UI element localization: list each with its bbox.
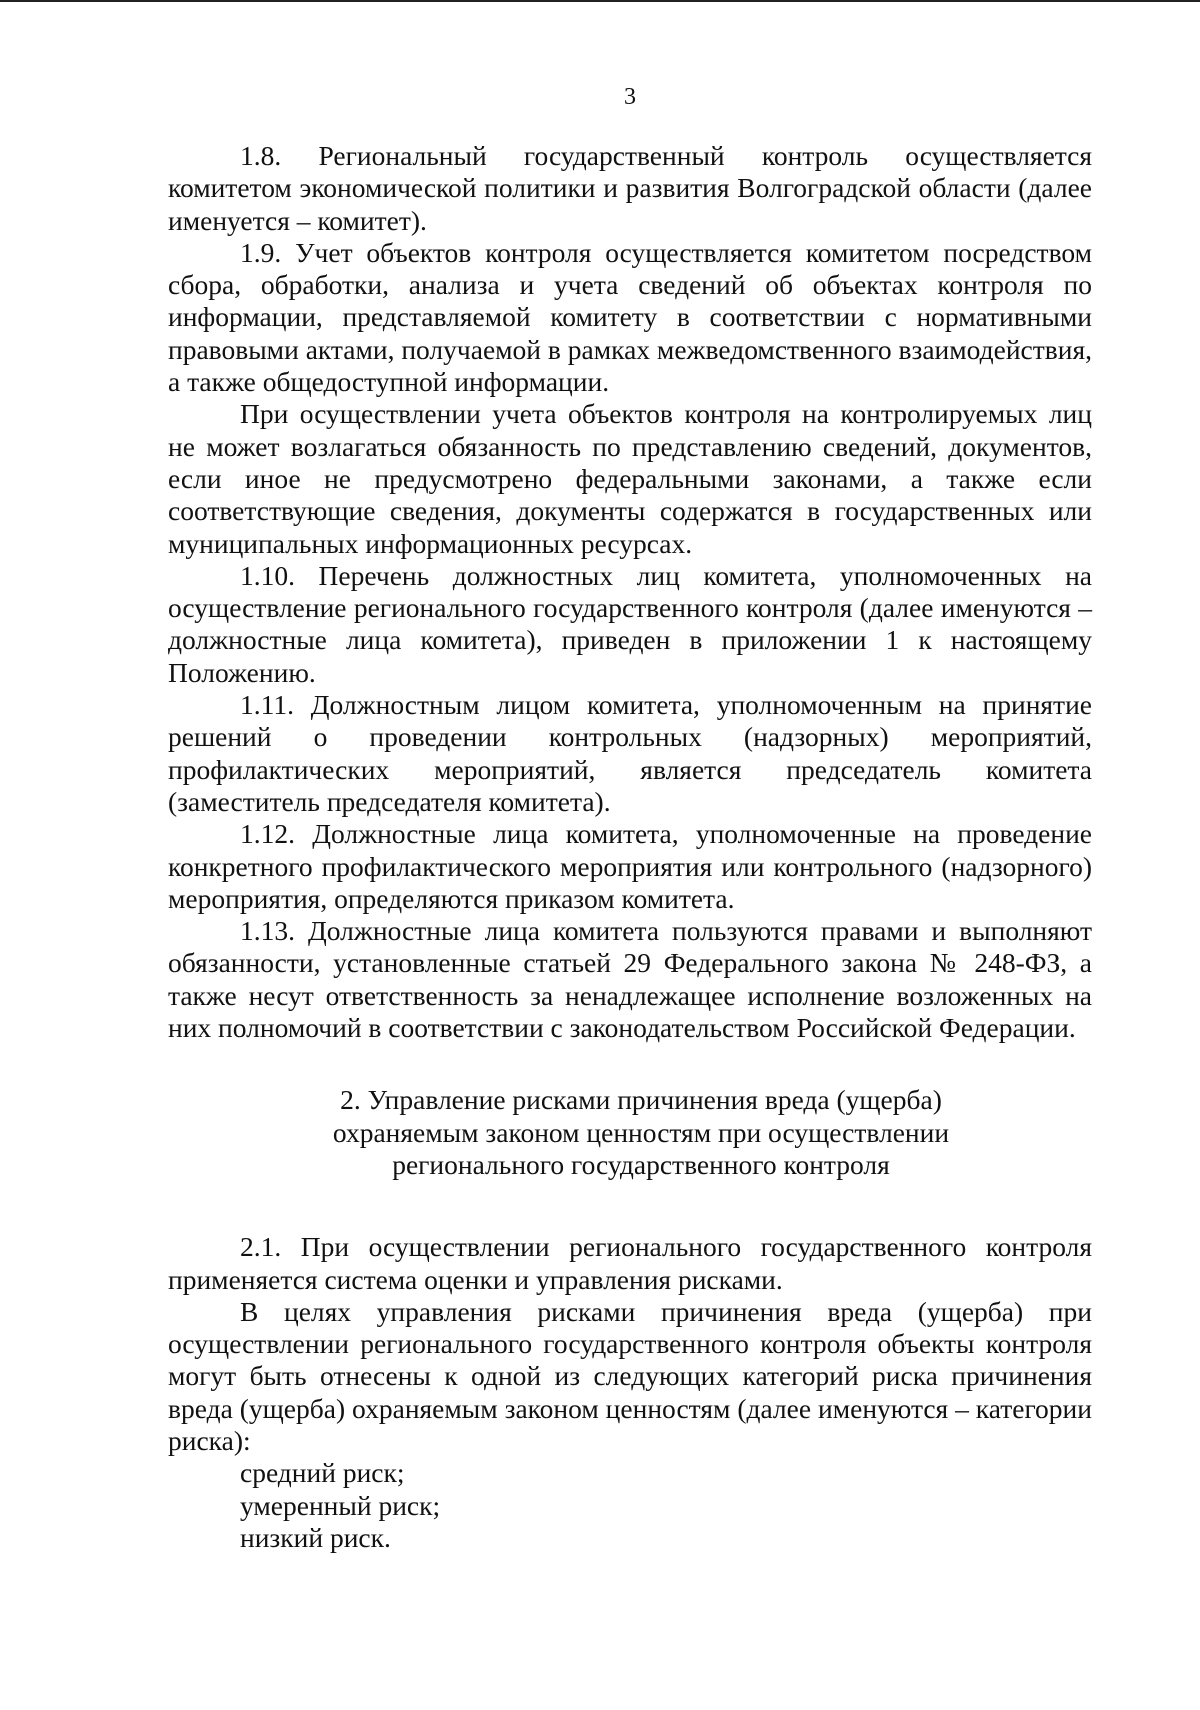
list-item: умеренный риск; [240,1489,441,1521]
scan-edge-line [0,0,1200,2]
risk-category-list [168,1457,1092,1554]
paragraph-1-8: 1.8. Региональный государственный контроль осуществляется комитетом экономической политики и развития Волгоградской области (далее именуется – комитет). [168,140,1092,236]
paragraph-1-9: 1.9. Учет объектов контроля осуществляется комитетом посредством сбора, обработки, анализа и учета сведений об объектах контроля по информации, представляемой комитету в соответствии с нормативными правовыми актами, получаемой в рамках межведомственного взаимодействия, а также общедоступной информации. [168,236,1092,398]
list-item: низкий риск. [240,1521,391,1553]
paragraph-1-12: 1.12. Должностные лица комитета, уполномоченные на проведение конкретного профилактического мероприятия или контрольного (надзорного) мероприятия, определяются приказом комитета. [168,818,1092,914]
section-heading-line: охраняемым законом ценностям при осуществлении [332,1116,950,1148]
section-heading-line: 2. Управление рисками причинения вреда (ущерба) [340,1084,942,1116]
paragraph-2-1-risk-intro: В целях управления рисками причинения вреда (ущерба) при осуществлении регионального государственного контроля объекты контроля могут быть отнесены к одной из следующих категорий риска причинения вреда (ущерба) охраняемым законом ценностям (далее именуются – категории риска): [168,1295,1092,1456]
section-2-heading [168,1084,1092,1181]
paragraph-1-11: 1.11. Должностным лицом комитета, уполномоченным на принятие решений о проведении контрольных (надзорных) мероприятий, профилактических мероприятий, является председатель комитета (заместитель председателя комитета). [168,689,1092,817]
paragraph-1-13: 1.13. Должностные лица комитета пользуются правами и выполняют обязанности, установленные статьей 29 Федерального закона № 248-ФЗ, а также несут ответственность за ненадлежащее исполнение возложенных на них полномочий в соответствии с законодательством Российской Федерации. [168,915,1092,1044]
list-item: средний риск; [240,1457,405,1489]
document-body [168,140,1092,1554]
paragraph-1-9-continuation: При осуществлении учета объектов контроля на контролируемых лиц не может возлагаться обязанность по представлению сведений, документов, если иное не предусмотрено федеральными законами, а также если соответствующие сведения, документы содержатся в государственных или муниципальных информационных ресурсах. [168,398,1092,559]
paragraph-1-10: 1.10. Перечень должностных лиц комитета, уполномоченных на осуществление регионального государственного контроля (далее именуются – должностные лица комитета), приведен в приложении 1 к настоящему Положению. [168,559,1092,688]
paragraph-2-1: 2.1. При осуществлении регионального государственного контроля применяется система оценки и управления рисками. [168,1231,1092,1295]
section-heading-line: регионального государственного контроля [392,1148,890,1180]
page-number: 3 [624,84,636,110]
